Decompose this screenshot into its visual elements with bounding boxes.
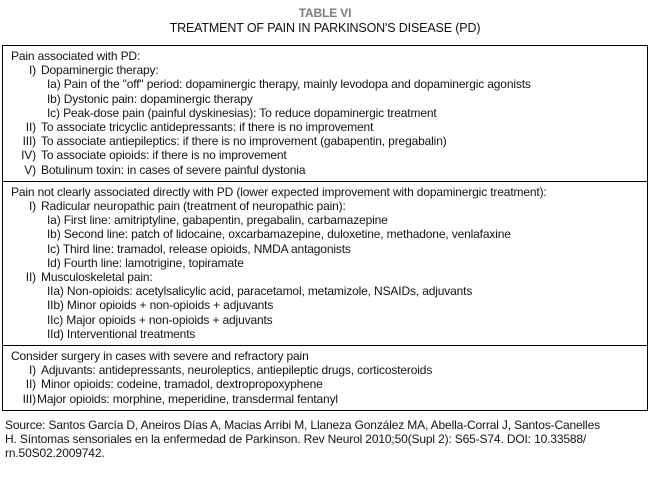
table-row: IIc) Major opioids + non-opioids + adjuvants [47,312,273,327]
table-row: Ia) First line: amitriptyline, gabapentin, pregabalin, carbamazepine [47,213,388,228]
row-numeral: II) [25,270,36,285]
row-numeral: V) [24,162,36,177]
table-row [10,363,641,377]
table-row [10,270,641,284]
row-numeral: III) [22,391,36,406]
row-text: Dopaminergic therapy: [41,63,159,78]
section-header: Pain not clearly associated directly with PD (lower expected improvement with dopaminergic treatment): [11,184,547,199]
row-text: Minor opioids: codeine, tramadol, dextropropoxyphene [41,377,323,392]
table-row: IIb) Minor opioids + non-opioids + adjuvants [47,298,274,313]
table-row: Ib) Dystonic pain: dopaminergic therapy [47,91,253,106]
source-line: Source: Santos García D, Aneiros Días A, Macias Arribi M, Llaneza González MA, Abella-Corral J, Santos-Canelles [5,417,600,432]
section-header: Pain associated with PD: [11,49,141,63]
table-row [10,134,641,148]
table-row: IIa) Non-opioids: acetylsalicylic acid, paracetamol, metamizole, NSAIDs, adjuvants [47,284,473,299]
table-number-label: TABLE VI [298,6,352,20]
section-header: Consider surgery in cases with severe and refractory pain [11,349,309,364]
row-text: Musculoskeletal pain: [41,270,153,285]
table-row [10,199,641,213]
table-section [3,345,647,410]
table-row: Ib) Second line: patch of lidocaine, oxcarbamazepine, duloxetine, methadone, venlafaxine [47,227,511,242]
table-row: Ic) Third line: tramadol, release opioids, NMDA antagonists [47,241,351,256]
source-line: H. Síntomas sensoriales en la enfermedad de Parkinson. Rev Neurol 2010;50(Supl 2): S65-S74. DOI: 10.33588/ [5,432,587,447]
table-row [10,392,641,406]
row-text: Adjuvants: antidepressants, neuroleptics, antiepileptic drugs, corticosteroids [41,363,433,378]
table-title [0,0,650,35]
row-numeral: I) [28,63,36,78]
row-numeral: IV) [21,148,36,163]
table-caption: TREATMENT OF PAIN IN PARKINSON'S DISEASE (PD) [169,21,481,35]
table-row [10,163,641,177]
table-row [10,148,641,162]
source-citation [5,418,646,461]
row-text: To associate tricyclic antidepressants: if there is no improvement [41,120,374,135]
table-section [3,46,647,181]
row-numeral: III) [22,134,36,149]
table-row: Id) Fourth line: lamotrigine, topiramate [47,255,244,270]
table-row [10,120,641,134]
row-numeral: I) [28,363,36,378]
row-text: Botulinum toxin: in cases of severe painful dystonia [41,162,306,177]
table-row [10,377,641,391]
treatment-table [2,45,648,411]
table-row: Ia) Pain of the "off" period: dopaminergic therapy, mainly levodopa and dopaminergic agonists [47,77,531,92]
row-text: To associate opioids: if there is no improvement [41,148,287,163]
row-text: To associate antiepileptics: if there is no improvement (gabapentin, pregabalin) [41,134,447,149]
table-row: IId) Interventional treatments [47,326,196,341]
row-numeral: II) [25,120,36,135]
row-text: Major opioids: morphine, meperidine, transdermal fentanyl [37,391,338,406]
table-section [3,181,647,345]
source-line: rn.50S02.2009742. [5,446,105,461]
table-row: Ic) Peak-dose pain (painful dyskinesias): To reduce dopaminergic treatment [47,105,437,120]
row-numeral: I) [28,199,36,214]
row-numeral: II) [25,377,36,392]
table-row [10,63,641,77]
row-text: Radicular neuropathic pain (treatment of neuropathic pain): [41,199,346,214]
